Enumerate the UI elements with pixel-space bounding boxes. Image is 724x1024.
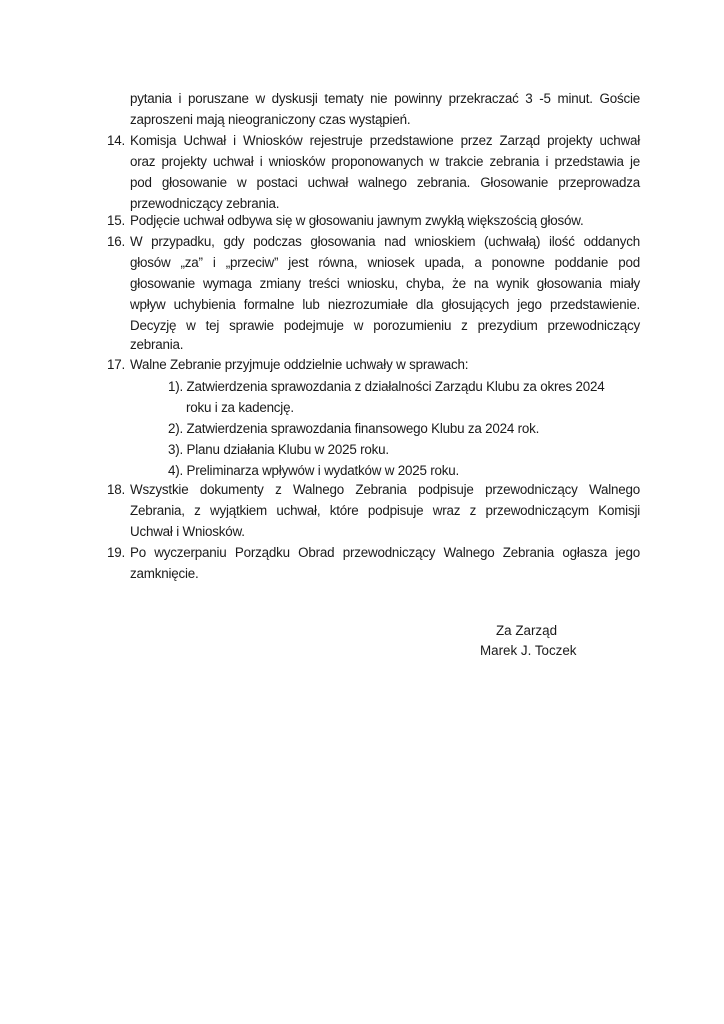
paragraph-line: Po wyczerpaniu Porządku Obrad przewodniczący Walnego Zebrania ogłasza jego bbox=[130, 545, 640, 560]
paragraph-line: Wszystkie dokumenty z Walnego Zebrania podpisuje przewodniczący Walnego bbox=[130, 482, 640, 497]
paragraph-line: W przypadku, gdy podczas głosowania nad wnioskiem (uchwałą) ilość oddanych bbox=[130, 234, 640, 249]
signature-label: Za Zarząd bbox=[496, 623, 558, 638]
paragraph-line: pytania i poruszane w dyskusji tematy nie powinny przekraczać 3 -5 minut. Goście bbox=[130, 91, 640, 106]
item-number-19: 19. bbox=[107, 545, 126, 560]
paragraph-line: Decyzję w tej sprawie podejmuje w porozumieniu z prezydium przewodniczący bbox=[130, 318, 640, 333]
paragraph-line: zamknięcie. bbox=[130, 566, 199, 581]
paragraph-line: zaproszeni mają nieograniczony czas wystąpień. bbox=[130, 112, 411, 127]
paragraph-line: głosowanie wymaga zmiany treści wniosku, chyba, że na wynik głosowania miały bbox=[130, 276, 640, 291]
sub-item-3: 3). Planu działania Klubu w 2025 roku. bbox=[168, 442, 389, 457]
item-number-14: 14. bbox=[107, 133, 126, 148]
paragraph-line: głosów „za” i „przeciw” jest równa, wniosek upada, a ponowne poddanie pod bbox=[130, 255, 640, 270]
paragraph-line: Uchwał i Wniosków. bbox=[130, 524, 245, 539]
paragraph-line: Zebrania, z wyjątkiem uchwał, które podpisuje wraz z przewodniczącym Komisji bbox=[130, 503, 640, 518]
sub-item-4: 4). Preliminarza wpływów i wydatków w 2025 roku. bbox=[168, 463, 460, 478]
sub-item-2: 2). Zatwierdzenia sprawozdania finansowego Klubu za 2024 rok. bbox=[168, 421, 540, 436]
item-number-17: 17. bbox=[107, 357, 126, 372]
item-number-18: 18. bbox=[107, 482, 126, 497]
paragraph-line: zebrania. bbox=[130, 337, 184, 352]
paragraph-line: Podjęcie uchwał odbywa się w głosowaniu jawnym zwykłą większością głosów. bbox=[130, 213, 584, 228]
paragraph-line: pod głosowanie w postaci uchwał walnego zebrania. Głosowanie przeprowadza bbox=[130, 175, 640, 190]
paragraph-line: Komisja Uchwał i Wniosków rejestruje przedstawione przez Zarząd projekty uchwał bbox=[130, 133, 640, 148]
paragraph-line: wpływ uchybienia formalne lub niezrozumiałe dla głosujących jego przedstawienie. bbox=[130, 297, 640, 312]
paragraph-line: Walne Zebranie przyjmuje oddzielnie uchwały w sprawach: bbox=[130, 357, 469, 372]
sub-item-1: 1). Zatwierdzenia sprawozdania z działalności Zarządu Klubu za okres 2024 bbox=[168, 379, 605, 394]
signature-name: Marek J. Toczek bbox=[480, 643, 577, 658]
sub-item-1-continuation: roku i za kadencję. bbox=[186, 400, 294, 415]
paragraph-line: przewodniczący zebrania. bbox=[130, 196, 280, 211]
item-number-16: 16. bbox=[107, 234, 126, 249]
item-number-15: 15. bbox=[107, 213, 126, 228]
paragraph-line: oraz projekty uchwał i wniosków proponowanych w trakcie zebrania i przedstawia je bbox=[130, 154, 640, 169]
